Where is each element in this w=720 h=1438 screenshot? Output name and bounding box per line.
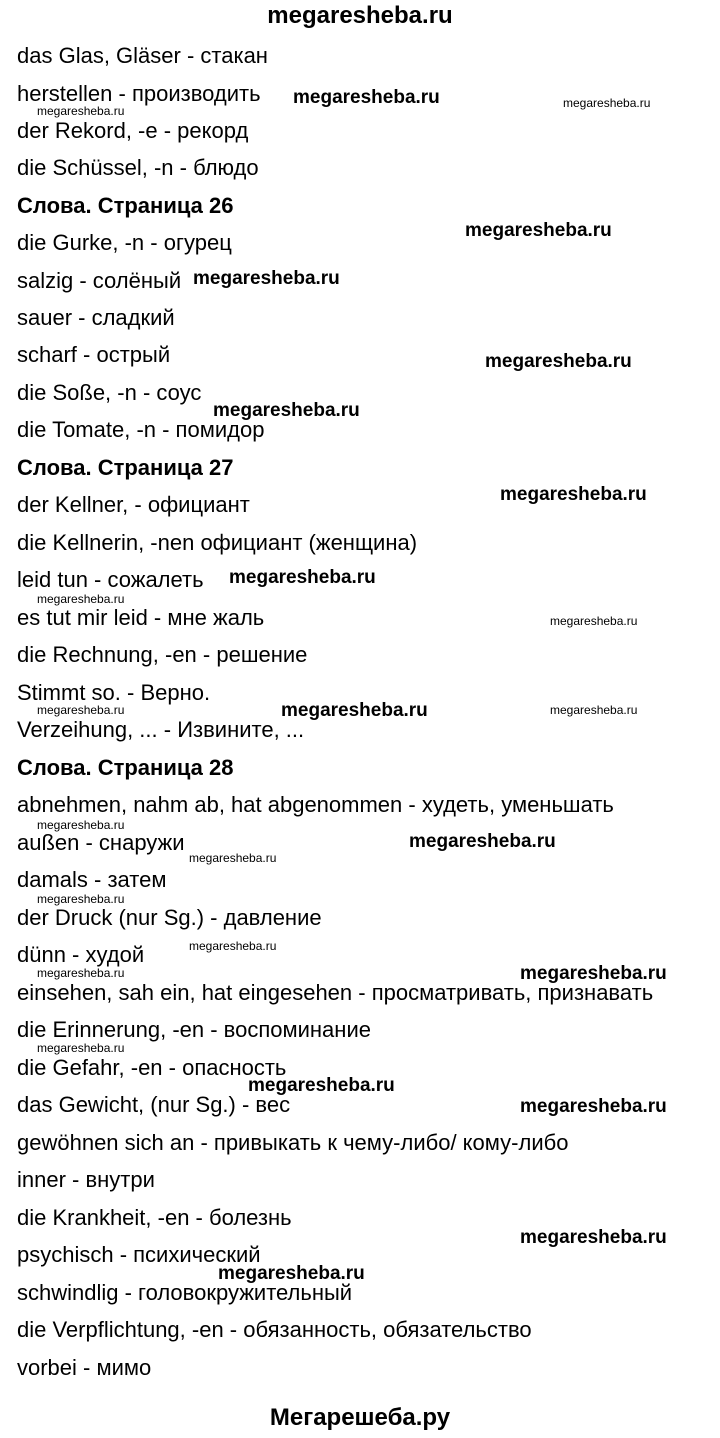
vocab-line: die Gurke, -n - огурец	[17, 230, 232, 255]
watermark: megaresheba.ru	[500, 484, 647, 505]
vocab-line: schwindlig - головокружительный	[17, 1280, 353, 1305]
watermark: megaresheba.ru	[550, 614, 638, 628]
watermark: megaresheba.ru	[37, 592, 125, 606]
vocab-line: das Glas, Gläser - стакан	[17, 43, 268, 68]
vocab-line: die Kellnerin, -nen официант (женщина)	[17, 530, 418, 555]
vocab-line: damals - затем	[17, 867, 167, 892]
page-footer: Мегарешеба.ру	[269, 1404, 451, 1431]
vocab-line: einsehen, sah ein, hat eingesehen - просматривать, признавать	[17, 980, 654, 1005]
vocab-line: herstellen - производить	[17, 81, 261, 106]
vocab-line: das Gewicht, (nur Sg.) - вес	[17, 1092, 291, 1117]
watermark: megaresheba.ru	[550, 703, 638, 717]
watermark: megaresheba.ru	[520, 963, 667, 984]
vocab-line: psychisch - психический	[17, 1242, 261, 1267]
vocab-line: die Krankheit, -en - болезнь	[17, 1205, 292, 1230]
vocab-line: Verzeihung, ... - Извините, ...	[17, 717, 305, 742]
vocab-line: leid tun - сожалеть	[17, 567, 204, 592]
watermark: megaresheba.ru	[37, 966, 125, 980]
watermark: megaresheba.ru	[37, 892, 125, 906]
watermark: megaresheba.ru	[189, 851, 277, 865]
watermark: megaresheba.ru	[37, 104, 125, 118]
section-heading: Слова. Страница 27	[17, 455, 234, 480]
vocab-line: die Soße, -n - соус	[17, 380, 202, 405]
vocab-line: gewöhnen sich an - привыкать к чему-либо/ кому-либо	[17, 1130, 569, 1155]
watermark: megaresheba.ru	[281, 700, 428, 721]
vocab-line: die Schüssel, -n - блюдо	[17, 155, 259, 180]
vocab-line: der Rekord, -e - рекорд	[17, 118, 249, 143]
section-heading: Слова. Страница 28	[17, 755, 234, 780]
vocab-line: abnehmen, nahm ab, hat abgenommen - худеть, уменьшать	[17, 792, 614, 817]
watermark: megaresheba.ru	[293, 87, 440, 108]
vocab-line: die Rechnung, -en - решение	[17, 642, 308, 667]
page-header: megaresheba.ru	[267, 2, 453, 29]
watermark: megaresheba.ru	[189, 939, 277, 953]
vocab-line: vorbei - мимо	[17, 1355, 152, 1380]
vocab-line: der Druck (nur Sg.) - давление	[17, 905, 322, 930]
vocab-line: außen - снаружи	[17, 830, 185, 855]
vocab-line: die Verpflichtung, -en - обязанность, обязательство	[17, 1317, 532, 1342]
vocab-line: sauer - сладкий	[17, 305, 175, 330]
watermark: megaresheba.ru	[465, 220, 612, 241]
vocab-line: es tut mir leid - мне жаль	[17, 605, 265, 630]
vocab-line: die Erinnerung, -en - воспоминание	[17, 1017, 371, 1042]
watermark: megaresheba.ru	[218, 1263, 365, 1284]
vocab-line: scharf - острый	[17, 342, 171, 367]
vocab-line: die Gefahr, -en - опасность	[17, 1055, 287, 1080]
vocab-line: dünn - худой	[17, 942, 145, 967]
watermark: megaresheba.ru	[193, 268, 340, 289]
watermark: megaresheba.ru	[520, 1096, 667, 1117]
watermark: megaresheba.ru	[409, 831, 556, 852]
watermark: megaresheba.ru	[213, 400, 360, 421]
vocab-line: salzig - солёный	[17, 268, 182, 293]
watermark: megaresheba.ru	[520, 1227, 667, 1248]
watermark: megaresheba.ru	[563, 96, 651, 110]
watermark: megaresheba.ru	[37, 703, 125, 717]
vocab-line: inner - внутри	[17, 1167, 155, 1192]
watermark: megaresheba.ru	[37, 818, 125, 832]
watermark: megaresheba.ru	[485, 351, 632, 372]
section-heading: Слова. Страница 26	[17, 193, 234, 218]
vocab-line: die Tomate, -n - помидор	[17, 417, 265, 442]
watermark: megaresheba.ru	[229, 567, 376, 588]
vocab-line: Stimmt so. - Верно.	[17, 680, 211, 705]
vocab-line: der Kellner, - официант	[17, 492, 250, 517]
watermark: megaresheba.ru	[248, 1075, 395, 1096]
watermark: megaresheba.ru	[37, 1041, 125, 1055]
